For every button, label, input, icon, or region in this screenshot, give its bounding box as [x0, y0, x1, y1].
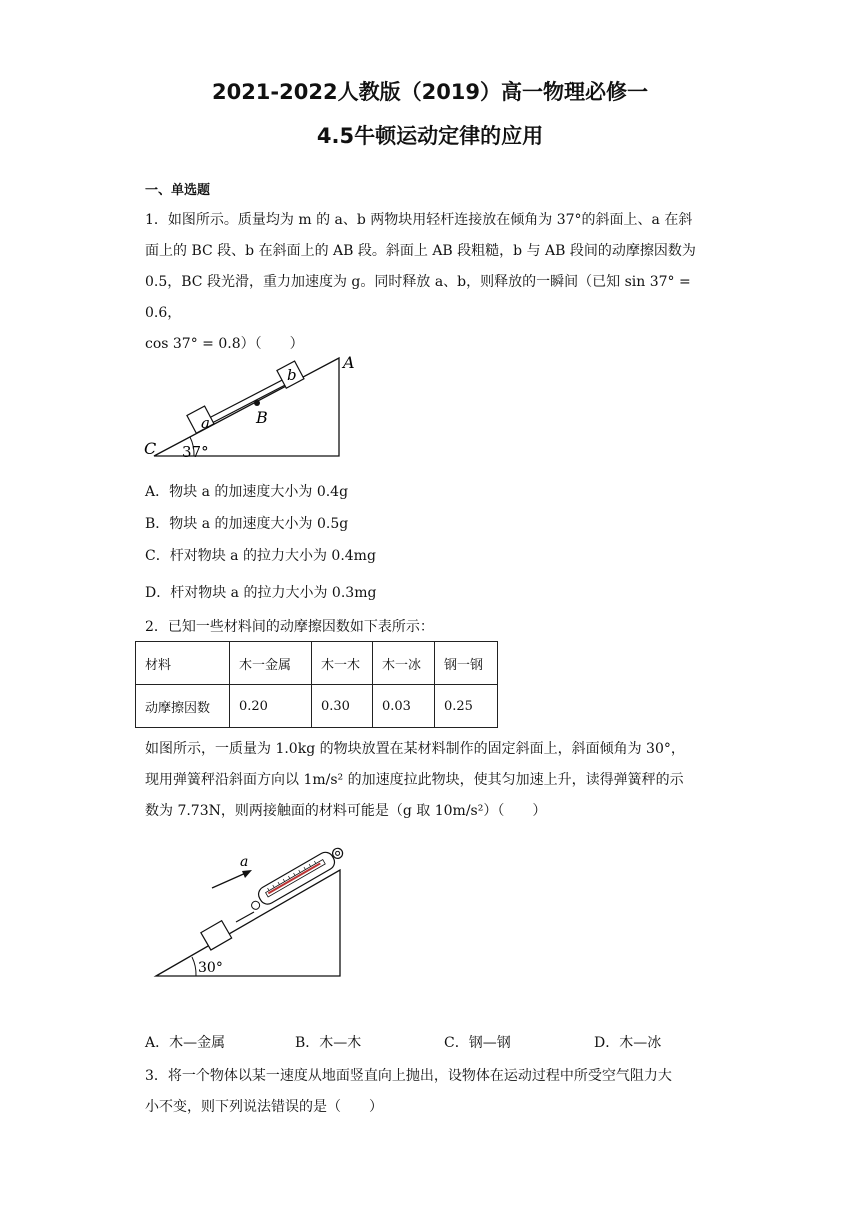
q2-option-b[interactable]: B．木—木: [295, 1035, 362, 1051]
table-header-row: [136, 642, 498, 685]
q2-option-d[interactable]: D．木—冰: [594, 1035, 662, 1051]
q1-line4: cos 37° = 0.8）（ ）: [145, 336, 304, 352]
q1-option-b[interactable]: B．物块 a 的加速度大小为 0.5g: [145, 516, 349, 532]
q2-option-c[interactable]: C．钢—钢: [444, 1035, 511, 1051]
table-cell: 木一金属: [230, 642, 312, 685]
q2-option-a[interactable]: A．木—金属: [145, 1035, 226, 1051]
label-B: B: [256, 408, 268, 427]
angle-30: 30°: [198, 960, 223, 976]
table-cell: 材料: [136, 642, 230, 685]
q2-stem: [145, 734, 725, 827]
label-b: b: [287, 366, 297, 384]
q1-option-a[interactable]: A．物块 a 的加速度大小为 0.4g: [145, 484, 349, 500]
q3-stem: [145, 1061, 725, 1123]
label-a: a: [201, 414, 210, 432]
spring-balance-icon: [246, 844, 347, 913]
friction-table: [135, 641, 498, 728]
table-cell: 0.25: [435, 685, 498, 728]
q1-line2: 面上的 BC 段、b 在斜面上的 AB 段。斜面上 AB 段粗糙，b 与 AB 段间的动摩擦因数为: [145, 243, 696, 259]
q1-stem: [145, 205, 725, 360]
label-A: A: [343, 353, 355, 372]
q1-line1: 1．如图所示。质量均为 m 的 a、b 两物块用轻杆连接放在倾角为 37°的斜面上、a 在斜: [145, 212, 693, 228]
accel-label: a: [240, 854, 249, 870]
q3-line2: 小不变，则下列说法错误的是（ ）: [145, 1099, 383, 1115]
q1-option-d[interactable]: D．杆对物块 a 的拉力大小为 0.3mg: [145, 585, 377, 601]
q1-option-c[interactable]: C．杆对物块 a 的拉力大小为 0.4mg: [145, 548, 376, 564]
q2-line2: 现用弹簧秤沿斜面方向以 1m/s² 的加速度拉此物块，使其匀加速上升，读得弹簧秤的示: [145, 772, 684, 788]
table-cell: 0.30: [312, 685, 373, 728]
angle-37: 37°: [182, 443, 209, 461]
q2-line3: 数为 7.73N，则两接触面的材料可能是（g 取 10m/s²）（ ）: [145, 803, 547, 819]
q1-line3: 0.5，BC 段光滑，重力加速度为 g。同时释放 a、b，则释放的一瞬间（已知 sin 37° = 0.6，: [145, 274, 691, 321]
point-b-dot: [254, 400, 260, 406]
table-cell: 动摩擦因数: [136, 685, 230, 728]
label-C: C: [144, 439, 157, 458]
q2-spring-incline-figure: [150, 852, 370, 982]
table-cell: 钢一钢: [435, 642, 498, 685]
table-row: [136, 685, 498, 728]
section-heading: 一、单选题: [145, 183, 211, 198]
q2-intro: 2．已知一些材料间的动摩擦因数如下表所示：: [145, 619, 434, 635]
table-cell: 木一木: [312, 642, 373, 685]
q3-line1: 3．将一个物体以某一速度从地面竖直向上抛出，设物体在运动过程中所受空气阻力大: [145, 1068, 672, 1084]
document-title-line2: 4.5牛顿运动定律的应用: [316, 124, 544, 148]
q2-line1: 如图所示，一质量为 1.0kg 的物块放置在某材料制作的固定斜面上，斜面倾角为 30°，: [145, 741, 685, 757]
q1-incline-figure: [144, 350, 374, 462]
table-cell: 木一冰: [373, 642, 435, 685]
document-title-line1: 2021-2022人教版（2019）高一物理必修一: [211, 80, 649, 104]
table-cell: 0.03: [373, 685, 435, 728]
table-cell: 0.20: [230, 685, 312, 728]
